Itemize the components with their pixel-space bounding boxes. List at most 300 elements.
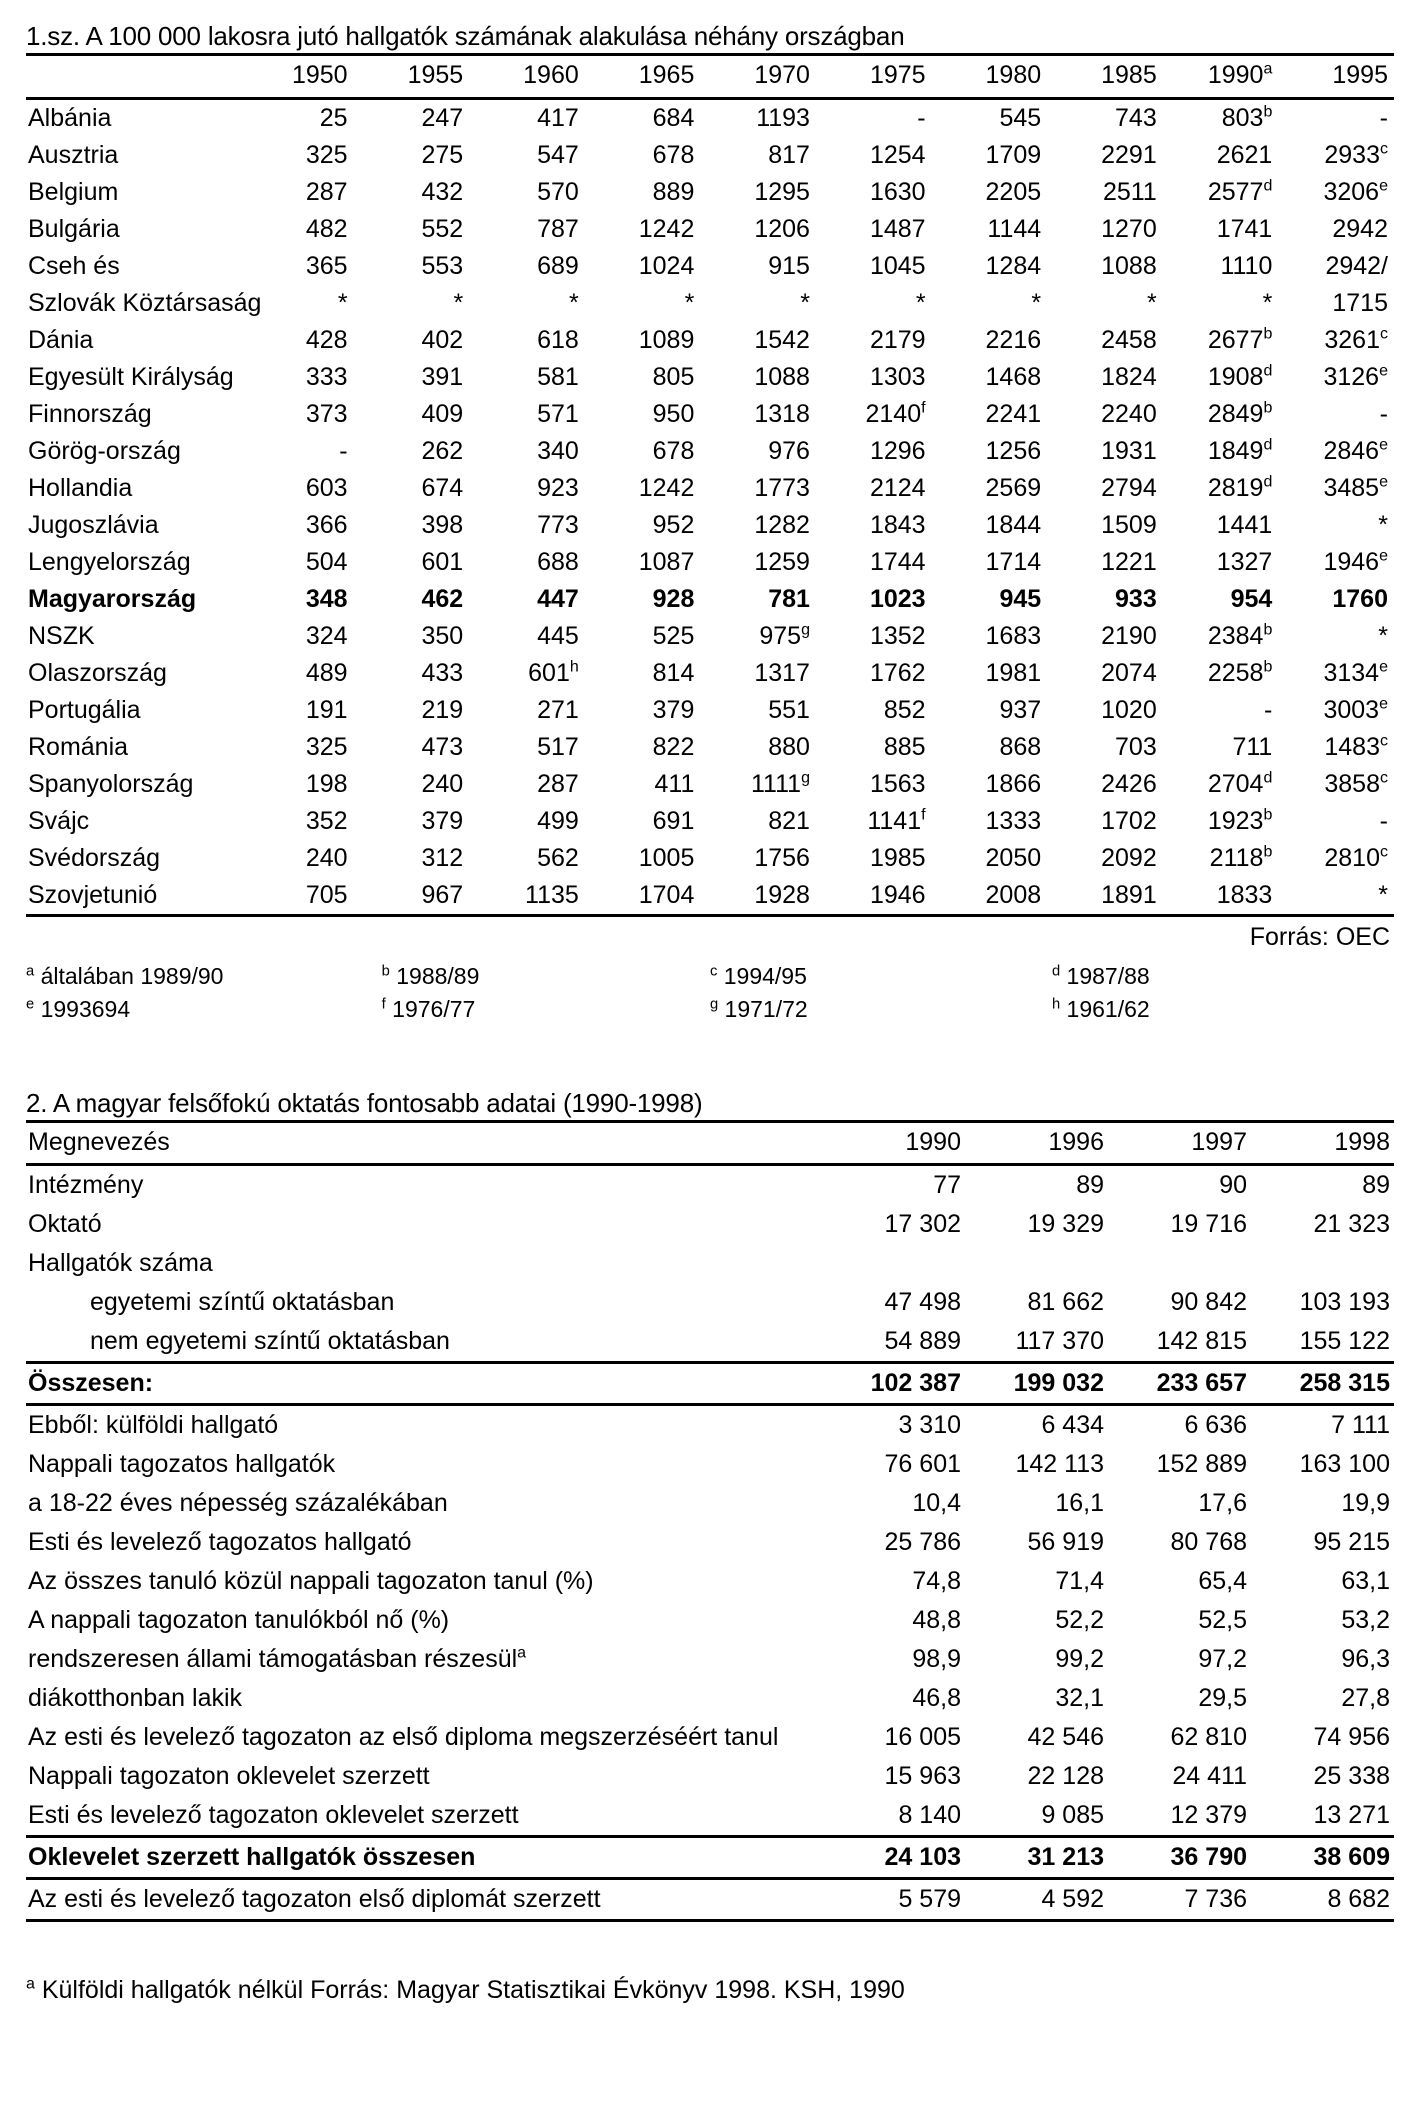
table-1-cell: 2621	[1216, 141, 1273, 170]
table-1-cell: 1020	[1101, 696, 1157, 725]
table-1-row-label: Dánia	[28, 326, 94, 355]
table-1-cell: 379	[652, 696, 695, 725]
table-2-cell: 155 122	[1299, 1326, 1390, 1355]
footnote-marker: d	[1051, 963, 1061, 980]
footnote-d: $^d$ 1987/88	[1051, 963, 1150, 990]
table-1-cell: 525	[652, 622, 695, 651]
table-1-cell: 391	[421, 363, 464, 392]
table-row	[26, 1362, 1394, 1404]
table-1-cell: 1843	[869, 511, 926, 540]
table-1-cell: 198	[305, 770, 348, 799]
table-2-cell	[965, 1244, 1108, 1283]
table-1-cell: 2205	[985, 178, 1042, 207]
table-2-row-label: Nappali tagozaton oklevelet szerzett	[28, 1761, 430, 1790]
table-1-cell: 952	[652, 511, 695, 540]
table-1-cell: 1833	[1163, 877, 1279, 916]
table-1-cell: 976	[768, 437, 810, 466]
table-1-cell: 2704$^d$	[1207, 769, 1273, 799]
table-2-cell: 62 810	[1170, 1722, 1247, 1751]
footnote-marker: e	[1379, 547, 1388, 565]
table-1-cell: 689	[537, 252, 579, 281]
table-1-cell: 852	[883, 696, 926, 725]
table-row	[26, 1796, 1394, 1837]
table-2-header-1998: 1998	[1251, 1121, 1394, 1164]
table-2-cell: 16,1	[1055, 1488, 1104, 1517]
table-row	[26, 1523, 1394, 1562]
table-2-cell: 77	[933, 1170, 961, 1199]
table-1-cell: 1985	[869, 844, 926, 873]
footnote-marker: h	[569, 658, 579, 676]
table-1-cell: 2933$^c$	[1324, 140, 1388, 170]
table-1-cell: 711	[1232, 733, 1273, 762]
table-1-cell: *	[800, 289, 810, 318]
table-1-cell: *	[1278, 877, 1394, 916]
table-2-cell: 102 387	[822, 1362, 965, 1404]
table-1-cell: 787	[537, 215, 579, 244]
table-2-cell: 8 140	[898, 1800, 961, 1829]
table-2-header-name: Megnevezés	[26, 1121, 822, 1164]
table-1-cell: 703	[1115, 733, 1157, 762]
table-2-cell: 9 085	[1041, 1800, 1104, 1829]
table-2-cell: 29,5	[1198, 1683, 1247, 1712]
table-1-cell: 1206	[754, 215, 810, 244]
table-1-cell: 2511	[1102, 178, 1157, 207]
table-2-header-1990: 1990	[822, 1121, 965, 1164]
table-1-cell: 923	[537, 474, 579, 503]
table-2-row-label: Az összes tanuló közül nappali tagozaton tanul (%)	[28, 1566, 594, 1595]
footnote-g: $^g$ 1971/72	[709, 996, 808, 1023]
table-1-cell: 1110	[1220, 252, 1273, 281]
table-1-cell: 1295	[754, 178, 810, 207]
footnote-marker: g	[801, 621, 810, 639]
table-2-cell: 3 310	[898, 1410, 961, 1439]
table-1-row-label: Szovjetunió	[26, 877, 238, 916]
table-row	[26, 99, 1394, 138]
table-row	[26, 655, 1394, 692]
table-2-cell: 89	[1076, 1170, 1104, 1199]
table-1-cell: -	[1379, 104, 1388, 133]
table-1-cell: 366	[305, 511, 348, 540]
table-2-cell	[822, 1244, 965, 1283]
table-1-cell: 937	[999, 696, 1042, 725]
footnote-marker: c	[1380, 140, 1388, 158]
table-2-cell: 6 636	[1184, 1410, 1247, 1439]
table-1-cell: 1089	[638, 326, 695, 355]
table-1-cell: 691	[652, 807, 695, 836]
table-2-cell: 42 546	[1027, 1722, 1104, 1751]
table-1-cell: 1270	[1101, 215, 1157, 244]
footnote-marker: d	[1263, 473, 1273, 491]
table-2-cell: 12 379	[1170, 1800, 1247, 1829]
footnote-marker: g	[709, 996, 719, 1013]
footnote-c: $^c$ 1994/95	[709, 963, 807, 990]
table-row	[26, 285, 1394, 322]
table-1-cell: 552	[421, 215, 464, 244]
table-2-cell: 97,2	[1198, 1644, 1247, 1673]
table-2-row-label: Az esti és levelező tagozaton első diplomát szerzett	[26, 1878, 822, 1920]
table-1-cell: 499	[537, 807, 579, 836]
table-1-cell: 1704	[585, 877, 701, 916]
table-row	[26, 174, 1394, 211]
table-1-cell: 1256	[985, 437, 1042, 466]
table-row	[26, 1484, 1394, 1523]
table-1-header-1995: 1995	[1278, 55, 1394, 99]
table-1-header-1985: 1985	[1047, 55, 1163, 99]
table-1-cell: 1144	[987, 215, 1042, 244]
footnote-marker: d	[1263, 769, 1273, 787]
table-1-cell: 1773	[754, 474, 810, 503]
footnote-e: $^e$ 1993694	[26, 996, 131, 1023]
table-1-header-1975: 1975	[816, 55, 932, 99]
table-2-row-label: Ebből: külföldi hallgató	[28, 1410, 279, 1439]
table-2-cell: 17 302	[884, 1209, 961, 1238]
table-2-cell: 152 889	[1156, 1449, 1247, 1478]
table-1-cell: 2677$^b$	[1207, 325, 1273, 355]
table-1-cell: 1023	[869, 585, 926, 614]
footnote-marker: e	[26, 996, 35, 1013]
table-1-cell: 678	[652, 141, 695, 170]
table-1-row-label: NSZK	[28, 622, 95, 651]
footnote-marker: c	[1380, 843, 1388, 861]
table-1-cell: 928	[652, 585, 695, 614]
table-1-cell: 3206e	[1323, 177, 1388, 207]
table-1-cell: 417	[537, 104, 579, 133]
footnote-marker: a	[26, 1975, 35, 1993]
table-1-cell: -	[1379, 807, 1388, 836]
table-1-cell: 2819$^d$	[1207, 473, 1273, 503]
table-1-cell: 678	[652, 437, 695, 466]
table-1-cell: 803$^b$	[1221, 103, 1273, 133]
table-2-cell: 19 329	[1027, 1209, 1104, 1238]
table-1-cell: 489	[305, 659, 348, 688]
footnote-marker: f	[921, 399, 926, 417]
footnote-marker: a	[1263, 60, 1273, 78]
table-1-cell: 473	[421, 733, 464, 762]
table-1-header-1950: 1950	[238, 55, 354, 99]
table-row	[26, 1836, 1394, 1878]
table-1-cell: 570	[537, 178, 579, 207]
table-2-row-label: Nappali tagozatos hallgatók	[28, 1449, 336, 1478]
table-1-cell: 1756	[754, 844, 810, 873]
table-1-cell: 618	[537, 326, 579, 355]
footnote-marker: b	[1263, 621, 1273, 639]
table-2-cell: 80 768	[1170, 1527, 1247, 1556]
table-1-cell: 1282	[754, 511, 810, 540]
table-2-cell: 4 592	[965, 1878, 1108, 1920]
table-1-header-1970: 1970	[700, 55, 816, 99]
table-1-cell: 1111$^g$	[751, 769, 810, 799]
footnote-marker: f	[921, 806, 926, 824]
table-row	[26, 1757, 1394, 1796]
table-1-cell: 348	[305, 585, 348, 614]
table-1-cell: 262	[421, 437, 464, 466]
table-2-cell: 16 005	[884, 1722, 961, 1751]
table-1-cell: 814	[652, 659, 695, 688]
table-1-cell: 325	[305, 733, 348, 762]
table-1-row-label: Spanyolország	[28, 770, 194, 799]
table-1-body	[26, 99, 1394, 916]
table-1-cell: 373	[305, 400, 348, 429]
table-2-row-label: Esti és levelező tagozatos hallgató	[28, 1527, 412, 1556]
table-2-row-label: A nappali tagozaton tanulókból nő (%)	[28, 1605, 450, 1634]
table-1-cell: 1946	[816, 877, 932, 916]
table-1-cell: 312	[421, 844, 464, 873]
table-2-cell: 81 662	[1027, 1287, 1104, 1316]
table-2-cell: 22 128	[1027, 1761, 1104, 1790]
table-row	[26, 1718, 1394, 1757]
table-1-cell: 1333	[985, 807, 1042, 836]
table-1-row-label: Svédország	[28, 844, 161, 873]
table-row	[26, 618, 1394, 655]
footnote-marker: e	[1379, 695, 1388, 713]
table-2-header-1996: 1996	[965, 1121, 1108, 1164]
table-2-cell: 142 815	[1156, 1326, 1247, 1355]
table-1-cell: 1487	[869, 215, 926, 244]
table-2-cell: 25 786	[884, 1527, 961, 1556]
table-1-header-row	[26, 55, 1394, 99]
table-row	[26, 877, 1394, 916]
table-2-cell: 53,2	[1341, 1605, 1390, 1634]
table-1-cell: 547	[537, 141, 579, 170]
table-1-row-label: Hollandia	[28, 474, 133, 503]
table-row	[26, 359, 1394, 396]
table-1-cell: 1242	[638, 215, 695, 244]
table-1-cell: 2942/	[1325, 252, 1388, 281]
table-row	[26, 248, 1394, 285]
table-1-cell: 684	[652, 104, 695, 133]
table-2-row-label: Hallgatók száma	[28, 1248, 213, 1277]
table-row	[26, 433, 1394, 470]
table-2-block	[26, 1089, 1394, 2005]
table-2-cell: 56 919	[1027, 1527, 1104, 1556]
table-1-cell: 821	[768, 807, 810, 836]
table-row	[26, 1445, 1394, 1484]
table-2-cell: 48,8	[912, 1605, 961, 1634]
table-2-cell: 24 103	[822, 1836, 965, 1878]
footnote-marker: a	[26, 963, 35, 980]
table-2-cell: 31 213	[965, 1836, 1108, 1878]
table-1-cell: 1318	[754, 400, 810, 429]
table-1-cell: 1760	[1332, 585, 1388, 614]
table-1-cell: 705	[238, 877, 354, 916]
table-1-header-1990: 1990$^a$	[1163, 55, 1279, 99]
table-1-cell: 1284	[985, 252, 1042, 281]
table-2-cell: 7 111	[1331, 1410, 1390, 1439]
table-1-cell: 191	[305, 696, 348, 725]
table-1-cell: 553	[421, 252, 464, 281]
table-1-cell: 945	[999, 585, 1042, 614]
table-2-cell: 95 215	[1313, 1527, 1390, 1556]
table-2-cell: 8 682	[1251, 1878, 1394, 1920]
table-1-cell: 2258$^b$	[1207, 658, 1273, 688]
table-2-cell: 52,2	[1055, 1605, 1104, 1634]
table-1-cell: 3126e	[1323, 362, 1388, 392]
table-2	[26, 1120, 1394, 1922]
table-1-row-label: Svájc	[28, 807, 90, 836]
table-2-row-label: diákotthonban lakik	[28, 1683, 243, 1712]
table-2-title: 2. A magyar felsőfokú oktatás fontosabb adatai (1990-1998)	[26, 1087, 703, 1118]
table-1-cell: 445	[537, 622, 579, 651]
table-1-row-label: Albánia	[28, 104, 112, 133]
table-1-cell: 1441	[1216, 511, 1273, 540]
table-1-row-label: Finnország	[28, 400, 152, 429]
table-1-cell: 868	[999, 733, 1042, 762]
table-1-cell: 1135	[469, 877, 585, 916]
footnote-marker: h	[1051, 996, 1061, 1013]
table-1-cell: 350	[421, 622, 464, 651]
table-1-cell: 275	[421, 141, 464, 170]
table-1-head	[26, 55, 1394, 99]
table-1-cell: 1468	[985, 363, 1042, 392]
table-row	[26, 1164, 1394, 1205]
footnote-marker: b	[1263, 658, 1273, 676]
table-1-cell: 889	[652, 178, 695, 207]
table-1-cell: 975$^g$	[759, 621, 810, 651]
table-row	[26, 729, 1394, 766]
table-row	[26, 396, 1394, 433]
table-1-cell: 880	[768, 733, 810, 762]
table-1-cell: 379	[421, 807, 464, 836]
footnote-marker: f	[381, 996, 386, 1013]
table-1-cell: 365	[305, 252, 348, 281]
table-1-cell: 2050	[985, 844, 1042, 873]
table-1-cell: 1087	[638, 548, 695, 577]
table-1-cell: 933	[1115, 585, 1157, 614]
table-1-cell: 1088	[1101, 252, 1157, 281]
table-1-cell: *	[453, 289, 464, 318]
table-row	[26, 322, 1394, 359]
table-2-cell: 5 579	[822, 1878, 965, 1920]
table-1-cell: 601$^h$	[528, 658, 579, 688]
footnote-a: $^a$ általában 1989/90	[26, 963, 224, 990]
table-1-cell: *	[337, 289, 348, 318]
table-2-cell: 13 271	[1313, 1800, 1390, 1829]
table-1-header-name	[26, 55, 238, 99]
table-2-cell: 24 411	[1172, 1761, 1247, 1790]
table-1-cell: 240	[421, 770, 464, 799]
table-2-cell: 258 315	[1251, 1362, 1394, 1404]
table-1-cell: 1141$^f$	[867, 806, 926, 836]
table-row	[26, 1640, 1394, 1679]
table-1-title: 1.sz. A 100 000 lakosra jutó hallgatók számának alakulása néhány országban	[26, 21, 905, 51]
table-1-cell: 402	[421, 326, 464, 355]
table-2-cell: 36 790	[1108, 1836, 1251, 1878]
footnote-b: $^b$ 1988/89	[381, 963, 480, 990]
table-1-cell: 805	[652, 363, 695, 392]
table-row	[26, 211, 1394, 248]
table-2-cell: 74 956	[1313, 1722, 1390, 1751]
table-2-cell: 98,9	[912, 1644, 961, 1673]
table-1-row-label: Bulgária	[28, 215, 120, 244]
footnote-marker: c	[1380, 769, 1388, 787]
table-1-cell: 674	[421, 474, 464, 503]
table-1-cell: 2124	[869, 474, 926, 503]
table-2-header-1997: 1997	[1108, 1121, 1251, 1164]
table-1-cell: 324	[305, 622, 348, 651]
table-1-cell: *	[1378, 622, 1388, 651]
footnote-h: $^h$ 1961/62	[1051, 996, 1150, 1023]
table-1-cell: 1509	[1101, 511, 1157, 540]
table-2-cell: 15 963	[884, 1761, 961, 1790]
table-1-row-label: Románia	[28, 733, 129, 762]
table-2-row-label: Oklevelet szerzett hallgatók összesen	[26, 1836, 822, 1878]
footnote-marker: c	[1380, 325, 1388, 343]
table-1-cell: -	[917, 104, 926, 133]
table-row	[26, 470, 1394, 507]
table-2-head	[26, 1121, 1394, 1164]
table-1-cell: 1483$^c$	[1324, 732, 1388, 762]
table-1-row-label: Olaszország	[28, 659, 167, 688]
table-1-cell: 517	[537, 733, 579, 762]
table-1-cell: 1254	[869, 141, 926, 170]
table-1-cell: 1762	[869, 659, 926, 688]
table-2-cell: 25 338	[1313, 1761, 1390, 1790]
table-1-block	[26, 22, 1394, 1027]
table-1-cell: 1221	[1101, 548, 1157, 577]
table-1	[26, 53, 1394, 917]
table-1-cell: 1317	[754, 659, 810, 688]
table-1-cell: 1088	[754, 363, 810, 392]
table-2-cell: 10,4	[912, 1488, 961, 1517]
table-1-cell: 482	[305, 215, 348, 244]
table-2-cell: 19 716	[1170, 1209, 1247, 1238]
table-1-cell: 447	[537, 585, 579, 614]
table-1-cell: 271	[537, 696, 579, 725]
footnote-marker: e	[1379, 473, 1388, 491]
table-2-cell: 142 113	[1015, 1449, 1104, 1478]
table-1-cell: 1714	[985, 548, 1042, 577]
table-1-row-label: Lengyelország	[28, 548, 191, 577]
table-1-header-1980: 1980	[932, 55, 1048, 99]
table-1-cell: 1891	[1047, 877, 1163, 916]
table-1-cell: 504	[305, 548, 348, 577]
table-1-cell: 1709	[985, 141, 1042, 170]
footnote-marker: e	[1379, 658, 1388, 676]
table-1-cell: 1045	[869, 252, 926, 281]
footnote-marker: e	[1379, 436, 1388, 454]
table-1-cell: 967	[354, 877, 470, 916]
table-row	[26, 507, 1394, 544]
table-1-cell: -	[1264, 696, 1273, 725]
table-2-cell: 47 498	[884, 1287, 961, 1316]
table-2-cell	[1108, 1244, 1251, 1283]
table-1-row-label: Belgium	[28, 178, 119, 207]
table-2-cell: 117 370	[1015, 1326, 1104, 1355]
table-1-cell: 2179	[869, 326, 926, 355]
table-1-cell: 1024	[638, 252, 695, 281]
table-1-cell: 219	[421, 696, 464, 725]
table-1-cell: 352	[305, 807, 348, 836]
table-1-cell: 2190	[1101, 622, 1157, 651]
table-1-cell: 1630	[869, 178, 926, 207]
table-1-cell: 433	[421, 659, 464, 688]
footnote-row	[26, 993, 1394, 1026]
table-1-header-1955: 1955	[354, 55, 470, 99]
table-1-cell: 3003e	[1323, 695, 1388, 725]
table-1-cell: 1683	[985, 622, 1042, 651]
table-1-cell: *	[684, 289, 695, 318]
table-1-cell: 2426	[1101, 770, 1157, 799]
table-2-cell: 199 032	[965, 1362, 1108, 1404]
table-1-cell: 2092	[1101, 844, 1157, 873]
footnote-marker: d	[1263, 177, 1273, 195]
table-2-row-label: Összesen:	[26, 1362, 822, 1404]
table-1-cell: 581	[537, 363, 579, 392]
table-2-row-label: egyetemi színtű oktatásban	[90, 1287, 395, 1316]
table-row	[26, 803, 1394, 840]
table-1-cell: 2849$^b$	[1207, 399, 1273, 429]
table-2-cell: 6 434	[1041, 1410, 1104, 1439]
